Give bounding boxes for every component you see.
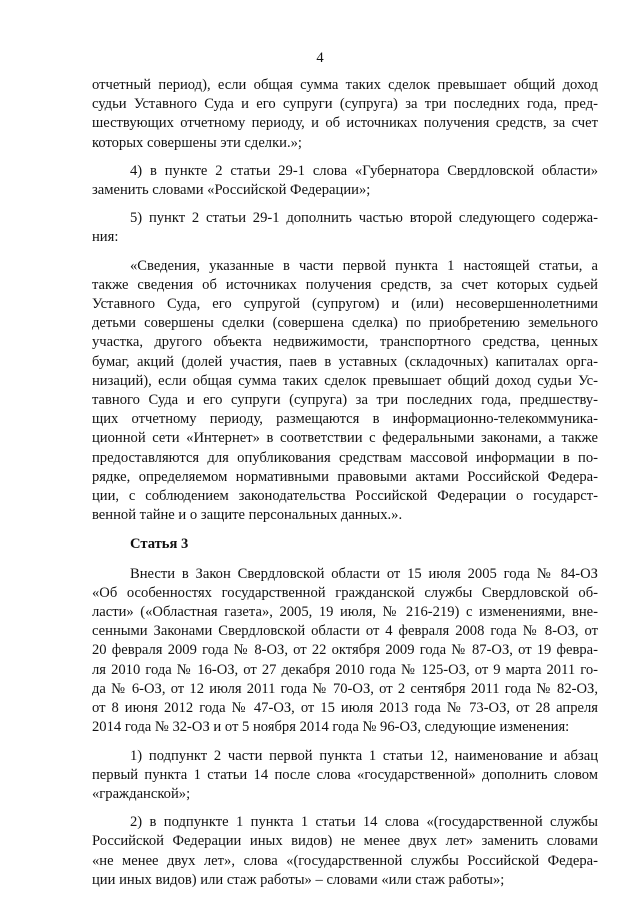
text-line: бумаг, акций (долей участия, паев в уставных (складочных) капиталах орга- [92,353,598,370]
text-line: низаций), если общая сумма таких сделок превышает общий доход судьи Ус- [92,372,598,389]
text-line: Российской Федерации иных видов) не менее двух лет» заменить словами [92,833,598,850]
paragraphs-before-article [92,76,598,525]
text-line: ции иных видов) или стаж работы» – словами «или стаж работы»; [92,871,505,888]
text-line: «Сведения, указанные в части первой пункта 1 настоящей статьи, а [130,257,598,274]
paragraph-p1 [92,76,598,153]
text-line: судьи Уставного Суда и его супруги (супруга) за три последних года, пред- [92,96,598,113]
text-line: ля 2010 года № 16-ОЗ, от 27 декабря 2010 года № 125-ОЗ, от 9 марта 2011 го- [92,661,598,678]
text-line: 1) подпункт 2 части первой пункта 1 статьи 12, наименование и абзац [130,747,598,764]
text-line: тавного Суда и его супруги (супруга) за три последних года, предшеству- [92,392,598,409]
text-line: 4) в пункте 2 статьи 29-1 слова «Губернатора Свердловской области» [130,162,598,179]
text-line: шествующих отчетному периоду, и об источниках получения средств, за счет [92,115,598,132]
paragraph-p6 [92,747,598,805]
paragraphs-after-article [92,565,598,890]
page-number: 4 [316,50,324,66]
text-line: от 8 июня 2012 года № 47-ОЗ, от 15 июля 2013 года № 73-ОЗ, от 28 апреля [92,700,598,717]
document-body [92,76,598,890]
text-line: которых совершены эти сделки.»; [92,134,302,151]
text-line: 20 февраля 2009 года № 8-ОЗ, от 22 октября 2009 года № 87-ОЗ, от 19 февра- [92,642,598,659]
text-line: Уставного Суда, его супругой (супругом) и (или) несовершеннолетними [92,296,598,313]
text-line: рядке, определяемом нормативными правовыми актами Российской Федера- [92,468,598,485]
text-line: отчетный период), если общая сумма таких сделок превышает общий доход [92,77,598,93]
text-line: «не менее двух лет», слова «(государственной службы Российской Федера- [92,852,598,869]
text-line: 2014 года № 32-ОЗ и от 5 ноября 2014 года № 96-ОЗ, следующие изменения: [92,719,570,736]
text-line: ции, с соблюдением законодательства Российской Федерации о государст- [92,488,598,505]
text-line: «Об особенностях государственной гражданской службы Свердловской об- [92,584,598,601]
text-line: Внести в Закон Свердловской области от 15 июля 2005 года № 84-ОЗ [130,565,598,582]
text-line: венной тайне и о защите персональных данных.». [92,507,403,524]
paragraph-p4 [92,257,598,526]
text-line: ния: [92,229,119,246]
text-line: ласти» («Областная газета», 2005, 19 июля, № 216-219) с изменениями, вне- [92,604,598,621]
text-line: 2) в подпункте 1 пункта 1 статьи 14 слова «(государственной службы [130,814,598,831]
text-line: заменить словами «Российской Федерации»; [92,182,371,199]
text-line: сенными Законами Свердловской области от 4 февраля 2008 года № 8-ОЗ, от [92,623,598,640]
paragraph-p5 [92,565,598,738]
paragraph-p3 [92,209,598,247]
text-line: первый пункта 1 статьи 14 после слова «государственной» дополнить словом [92,766,598,783]
text-line: ционной сети «Интернет» в соответствии с федеральными законами, а также [92,430,598,447]
text-line: да № 6-ОЗ, от 12 июля 2011 года № 70-ОЗ, от 2 сентября 2011 года № 82-ОЗ, [92,680,598,697]
text-line: щих отчетному периоду, размещаются в информационно-телекоммуника- [92,411,598,428]
text-line: также сведения об источниках получения средств, за счет которых судьей [92,276,598,293]
text-line: детьми совершены сделки (совершена сделка) по приобретению земельного [92,315,598,332]
paragraph-p7 [92,813,598,890]
text-line: предоставляются для опубликования средствам массовой информации в по- [92,449,598,466]
text-line: «гражданской»; [92,785,191,802]
text-line: участка, другого объекта недвижимости, транспортного средства, ценных [92,334,598,351]
text-line: 5) пункт 2 статьи 29-1 дополнить частью второй следующего содержа- [130,210,598,227]
paragraph-p2 [92,162,598,200]
article-heading: Статья 3 [130,536,189,553]
